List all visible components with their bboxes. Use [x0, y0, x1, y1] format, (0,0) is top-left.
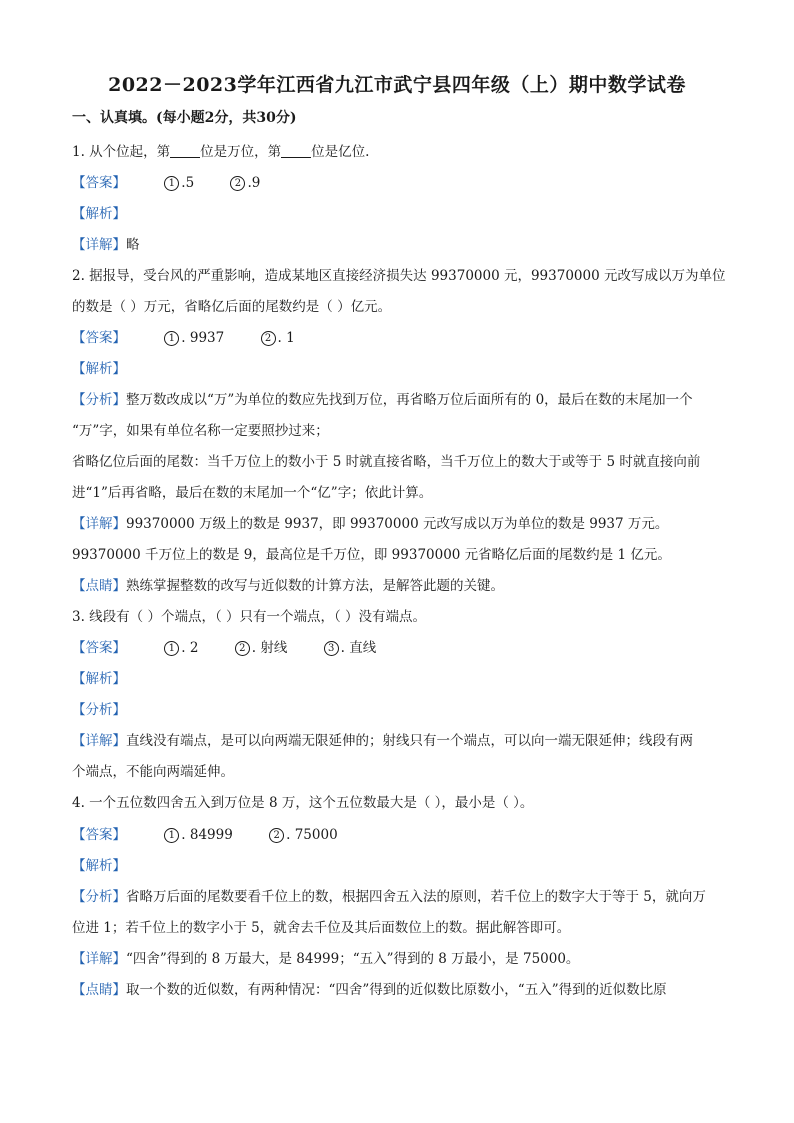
answer-item: 2 . 射线	[235, 638, 288, 658]
comment-2: 【点睛】熟练掌握整数的改写与近似数的计算方法，是解答此题的关键。	[72, 578, 504, 594]
analysis-2-line-1: 【分析】整万数改成以“万”为单位的数应先找到万位，再省略万位后面所有的 0，最后在数的末尾加一个	[72, 392, 693, 408]
fenxi-tag: 【分析】	[72, 702, 126, 718]
answer-row-2	[72, 328, 295, 348]
detail-3-line-1: 【详解】直线没有端点，是可以向两端无限延伸的；射线只有一个端点，可以向一端无限延伸；线段有两	[72, 733, 693, 749]
question-3: 3. 线段有（ ）个端点，（ ）只有一个端点，（ ）没有端点。	[72, 609, 427, 625]
question-1: 1. 从个位起，第 位是万位，第 位是亿位.	[72, 144, 370, 160]
analysis-2-line-2: “万”字，如果有单位名称一定要照抄过来；	[72, 423, 329, 439]
answer-blank	[170, 143, 200, 158]
answer-row-3	[72, 638, 376, 658]
answer-item: 1 .5	[164, 173, 194, 193]
answer-item: 1 . 9937	[164, 328, 224, 348]
analysis-tag: 【解析】	[72, 671, 126, 687]
answer-item: 2 . 1	[261, 328, 295, 348]
analysis-tag: 【解析】	[72, 858, 126, 874]
detail-4: 【详解】“四舍”得到的 8 万最大，是 84999；“五入”得到的 8 万最小，是 75000。	[72, 951, 580, 967]
answer-tag: 【答案】	[72, 640, 126, 656]
answer-item: 2 . 75000	[269, 825, 338, 845]
analysis-tag: 【解析】	[72, 206, 126, 222]
answer-row-4	[72, 825, 338, 845]
answer-tag: 【答案】	[72, 175, 126, 191]
answer-blank	[281, 143, 311, 158]
detail-row-1: 【详解】略	[72, 237, 140, 253]
answer-item: 2 .9	[230, 173, 260, 193]
detail-2-line-2: 99370000 千万位上的数是 9，最高位是千万位，即 99370000 元省略亿后面的尾数约是 1 亿元。	[72, 547, 671, 563]
section-heading: 一、认真填。(每小题2分，共30分)	[72, 110, 297, 126]
comment-4: 【点睛】取一个数的近似数，有两种情况：“四舍”得到的近似数比原数小，“五入”得到的近似数比原	[72, 982, 667, 998]
analysis-2-line-4: 进“1”后再省略，最后在数的末尾加一个“亿”字；依此计算。	[72, 485, 433, 501]
answer-item: 1 . 84999	[164, 825, 233, 845]
question-4: 4. 一个五位数四舍五入到万位是 8 万，这个五位数最大是（ ），最小是（ ）。	[72, 795, 534, 811]
page-title: 2022－2023学年江西省九江市武宁县四年级（上）期中数学试卷	[108, 74, 686, 96]
analysis-4-line-1: 【分析】省略万后面的尾数要看千位上的数，根据四舍五入法的原则，若千位上的数字大于等于 5，就向万	[72, 889, 706, 905]
analysis-2-line-3: 省略亿位后面的尾数：当千万位上的数小于 5 时就直接省略，当千万位上的数大于或等于 5 时就直接向前	[72, 454, 701, 470]
answer-tag: 【答案】	[72, 330, 126, 346]
analysis-tag: 【解析】	[72, 361, 126, 377]
detail-2-line-1: 【详解】99370000 万级上的数是 9937，即 99370000 元改写成以万为单位的数是 9937 万元。	[72, 516, 669, 532]
answer-item: 3 . 直线	[324, 638, 377, 658]
answer-row-1	[72, 173, 260, 193]
detail-3-line-2: 个端点，不能向两端延伸。	[72, 764, 234, 780]
question-2-line-1: 2. 据报导，受台风的严重影响，造成某地区直接经济损失达 99370000 元，99370000 元改写成以万为单位	[72, 268, 726, 284]
answer-item: 1 . 2	[164, 638, 198, 658]
answer-tag: 【答案】	[72, 827, 126, 843]
question-2-line-2: 的数是（ ）万元，省略亿后面的尾数约是（ ）亿元。	[72, 299, 392, 315]
analysis-4-line-2: 位进 1；若千位上的数字小于 5，就舍去千位及其后面数位上的数。据此解答即可。	[72, 920, 571, 936]
